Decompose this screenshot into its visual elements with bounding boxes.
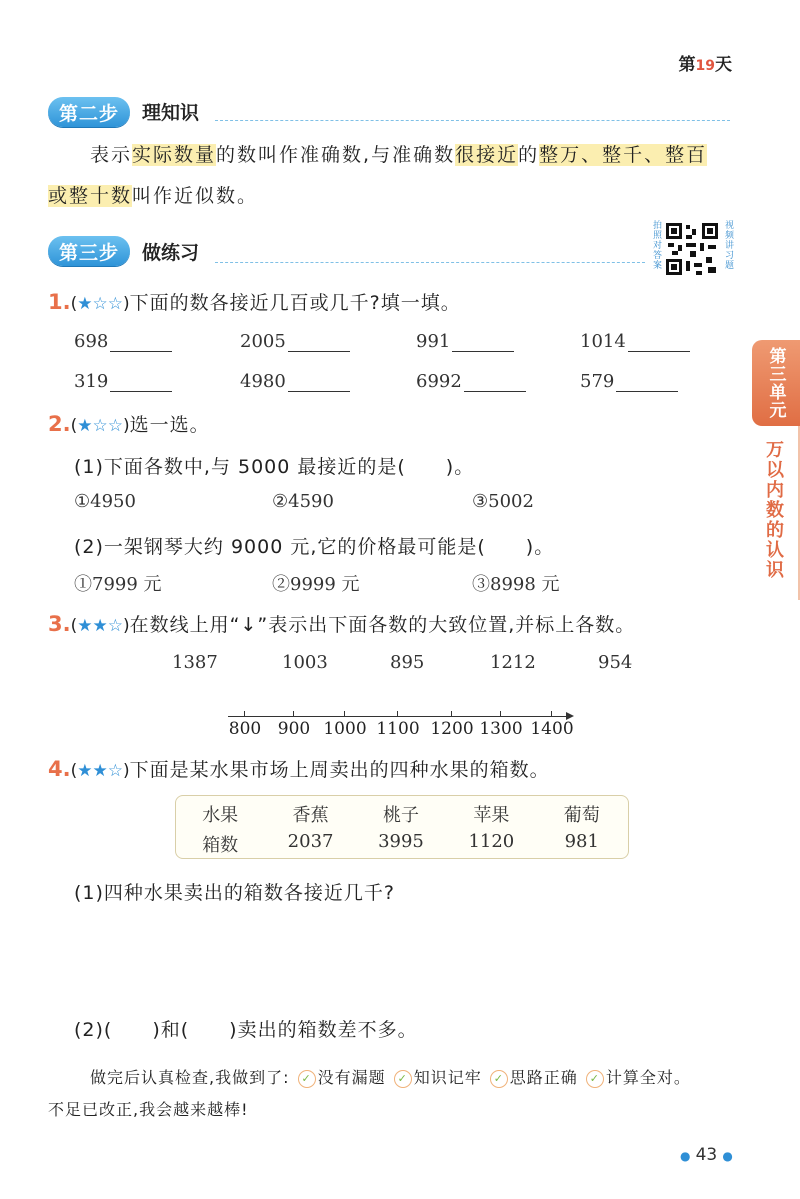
number-line-label: 1400 [530,719,574,739]
q2-sub2-option[interactable]: ②9999 元 [272,574,360,595]
number-line-label: 1300 [479,719,523,739]
section2-paragraph-line1: 表示实际数量的数叫作准确数,与准确数很接近的整万、整千、整百 [90,144,708,166]
table-cell: 3995 [378,831,424,852]
day-suffix: 天 [715,55,732,75]
q2-sub2: (2)一架钢琴大约 9000 元,它的价格最可能是( )。 [74,536,555,558]
table-header-cell: 水果 [202,805,239,826]
table-header-cell: 葡萄 [563,805,600,826]
number-line-label: 1200 [430,719,474,739]
q3-number: 3. [48,612,71,636]
q4-text: 下面是某水果市场上周卖出的四种水果的箱数。 [129,759,550,781]
day-number: 19 [695,58,715,74]
q1-text: 下面的数各接近几百或几千?填一填。 [129,292,461,314]
q4-sub2: (2)( )和( )卖出的箱数差不多。 [74,1019,418,1041]
qr-code-icon[interactable] [664,221,720,277]
q2-sub1: (1)下面各数中,与 5000 最接近的是( )。 [74,456,475,478]
qr-left-caption: 拍照对答案 [651,220,661,270]
q4-heading: 4.(★★☆)下面是某水果市场上周卖出的四种水果的箱数。 [48,757,550,781]
q3-number-item: 954 [598,652,633,673]
fruit-table-header-row [175,801,627,827]
self-check-line2: 不足已改正,我会越来越棒! [48,1100,249,1119]
section3-title: 做练习 [142,242,200,264]
q3-number-item: 1387 [172,652,218,673]
unit-title: 万以内数的认识 [763,440,784,580]
dot-icon: ● [680,1149,691,1163]
q2-heading: 2.(★☆☆)选一选。 [48,412,210,436]
q1-item: 579 [580,371,678,392]
check-circle-icon[interactable]: ✓ [586,1070,604,1088]
check-circle-icon[interactable]: ✓ [298,1070,316,1088]
table-header-cell: 香蕉 [292,805,329,826]
table-cell: 981 [564,831,599,852]
answer-blank[interactable] [288,333,350,352]
q2-sub1-option[interactable]: ③5002 [472,491,534,512]
q4-number: 4. [48,757,71,781]
q3-heading: 3.(★★☆)在数线上用“↓”表示出下面各数的大致位置,并标上各数。 [48,612,636,636]
number-line-tick [500,711,501,717]
q4-sub1: (1)四种水果卖出的箱数各接近几千? [74,882,395,904]
number-line-tick [551,711,552,717]
q4-sub1-answer-area[interactable] [74,915,674,1010]
q2-sub1-option[interactable]: ②4590 [272,491,334,512]
answer-blank[interactable] [616,373,678,392]
answer-blank[interactable] [452,333,514,352]
q1-item: 319 [74,371,172,392]
number-line-tick [293,711,294,717]
number-line-label: 800 [228,719,262,739]
q2-number: 2. [48,412,71,436]
q2-sub2-option[interactable]: ③8998 元 [472,574,560,595]
q1-item: 6992 [416,371,526,392]
dot-icon: ● [722,1149,733,1163]
table-cell: 1120 [468,831,515,852]
table-header-cell: 桃子 [382,805,419,826]
q1-item: 2005 [240,331,350,352]
highlight-round-tens: 或整十数 [48,185,133,207]
table-cell: 箱数 [202,835,239,856]
answer-blank[interactable] [110,373,172,392]
fruit-table-data-row [175,831,627,857]
number-line-tick [344,711,345,717]
q3-stars: ★★☆ [77,616,123,636]
q1-item: 698 [74,331,172,352]
number-line-axis[interactable] [228,716,568,717]
answer-blank[interactable] [288,373,350,392]
page-number: ● 43 ● [680,1145,733,1165]
q3-number-item: 1212 [490,652,536,673]
highlight-very-close: 很接近 [455,144,519,166]
q2-sub1-option[interactable]: ①4950 [74,491,136,512]
highlight-actual-quantity: 实际数量 [132,144,217,166]
number-line-label: 900 [277,719,311,739]
q1-item: 1014 [580,331,690,352]
q1-item: 4980 [240,371,350,392]
section3-divider [215,262,645,263]
check-circle-icon[interactable]: ✓ [490,1070,508,1088]
q2-text: 选一选。 [129,414,210,436]
section2-divider [215,120,730,121]
q1-number: 1. [48,290,71,314]
section3-badge: 第三步 [48,236,130,266]
section2-paragraph-line2: 或整十数叫作近似数。 [48,185,259,207]
q2-stars: ★☆☆ [77,416,123,436]
q3-text: 在数线上用“↓”表示出下面各数的大致位置,并标上各数。 [129,614,636,636]
q3-number-item: 895 [390,652,425,673]
section2-badge: 第二步 [48,97,130,127]
q4-stars: ★★☆ [77,761,123,781]
number-line-label: 1000 [323,719,367,739]
day-prefix: 第 [678,55,696,75]
qr-right-caption: 视频讲习题 [723,220,733,270]
check-circle-icon[interactable]: ✓ [394,1070,412,1088]
unit-tab[interactable]: 第三单元 [752,340,800,426]
self-check-line: 做完后认真检查,我做到了: ✓ 没有漏题 ✓ 知识记牢 ✓ 思路正确 ✓ 计算全对。 [90,1068,691,1087]
number-line-tick [451,711,452,717]
number-line-label: 1100 [376,719,420,739]
answer-blank[interactable] [110,333,172,352]
answer-blank[interactable] [628,333,690,352]
q2-sub2-option[interactable]: ①7999 元 [74,574,162,595]
q1-heading: 1.(★☆☆)下面的数各接近几百或几千?填一填。 [48,290,461,314]
answer-blank[interactable] [464,373,526,392]
q1-stars: ★☆☆ [77,294,123,314]
section2-title: 理知识 [142,102,200,124]
table-cell: 2037 [287,831,334,852]
q3-number-item: 1003 [282,652,328,673]
number-line-tick [244,711,245,717]
number-line-tick [397,711,398,717]
highlight-round-units: 整万、整千、整百 [539,144,708,166]
q1-item: 991 [416,331,514,352]
table-header-cell: 苹果 [473,805,510,826]
day-label [679,50,732,75]
